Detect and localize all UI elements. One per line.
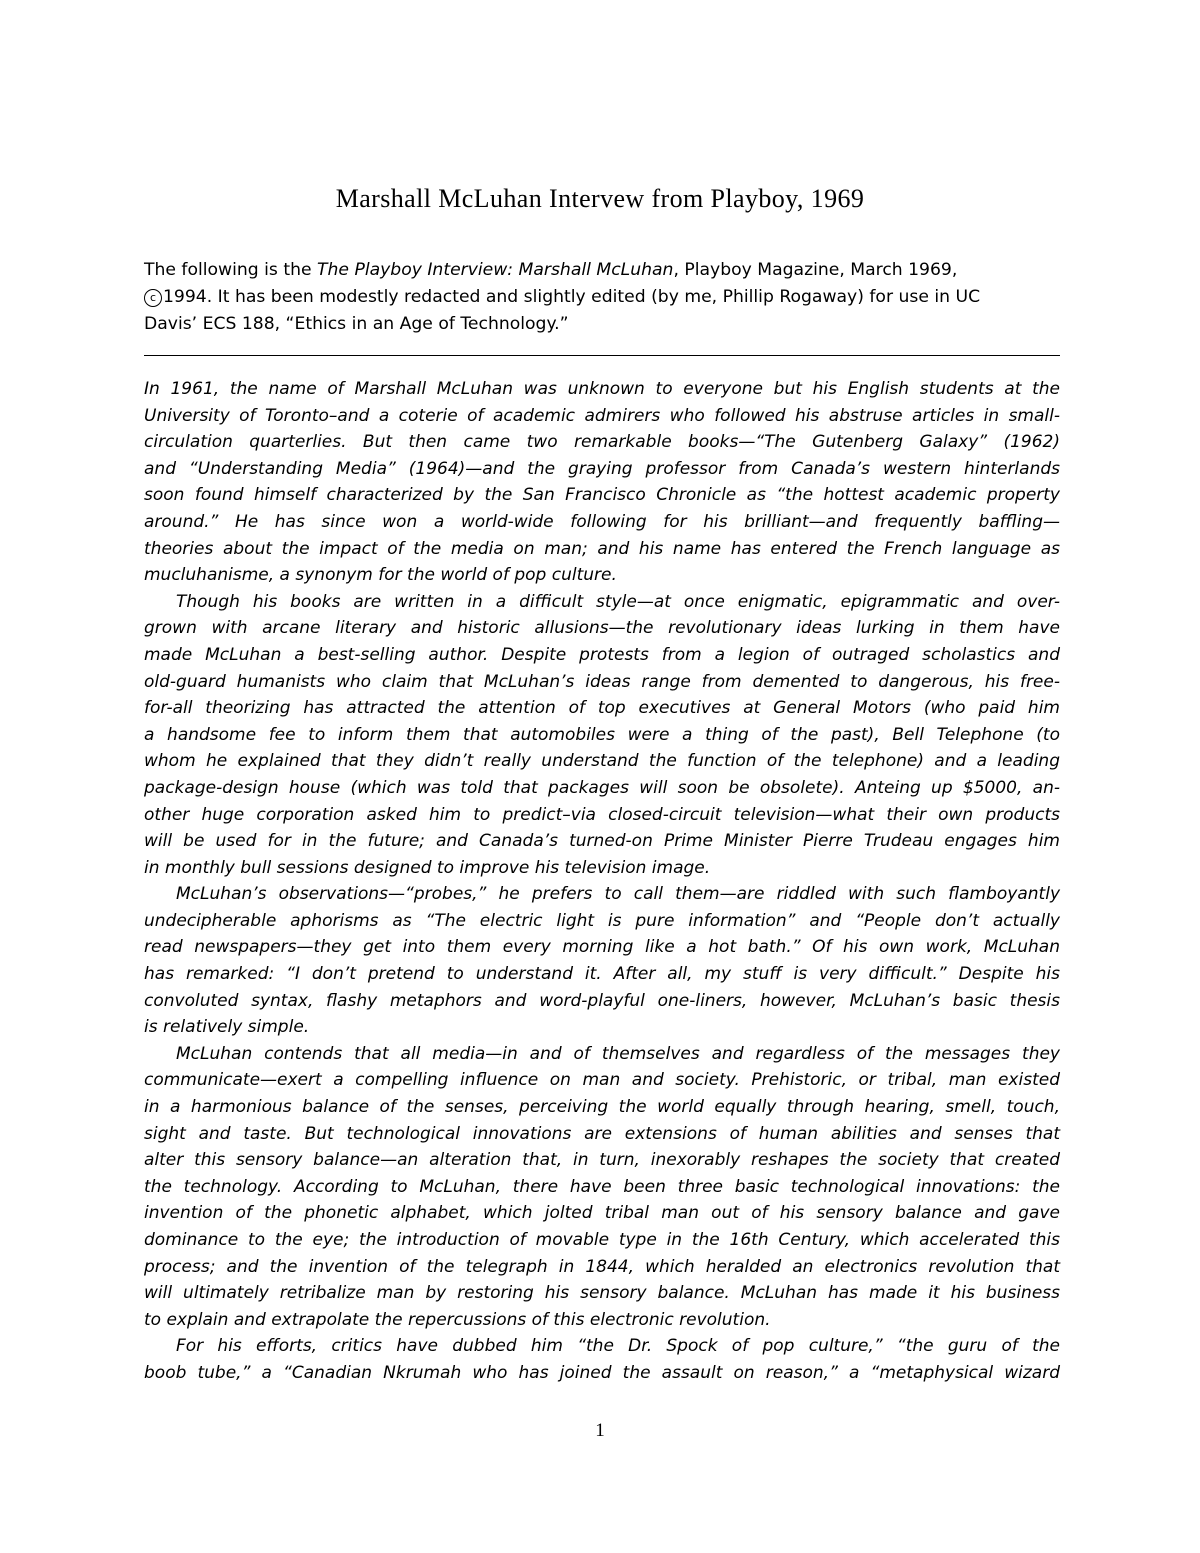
body-line: to explain and extrapolate the repercussions of this electronic revolution. [144, 1309, 771, 1330]
body-line: old-guard humanists who claim that McLuhan’s ideas range from demented to dangerous, his free- [144, 671, 1060, 692]
body-line: alter this sensory balance—an alteration that, in turn, inexorably reshapes the society that created [144, 1150, 1060, 1171]
intro-line [144, 284, 1060, 311]
body-line: grown with arcane literary and historic allusions—the revolutionary ideas lurking in them have [144, 618, 1060, 639]
body-line: whom he explained that they didn’t really understand the function of the telephone) and a leading [144, 751, 1060, 772]
body-line: dominance to the eye; the introduction of movable type in the 16th Century, which accelerated this [144, 1230, 1060, 1250]
body-line: McLuhan contends that all media—in and of themselves and regardless of the messages they [176, 1043, 1060, 1064]
body-line: soon found himself characterized by the San Francisco Chronicle as “the hottest academic property [144, 485, 1060, 506]
body-line: undecipherable aphorisms as “The electric light is pure information” and “People don’t actually [144, 910, 1060, 931]
body-line: for-all theorizing has attracted the attention of top executives at General Motors (who paid him [144, 698, 1060, 719]
body-line: in monthly bull sessions designed to improve his television image. [144, 857, 711, 878]
body-line: has remarked: “I don’t pretend to understand it. After all, my stuff is very difficult.” Despite his [144, 964, 1060, 985]
page-number: 1 [595, 1420, 605, 1441]
article-body [144, 376, 1060, 1387]
body-line: around.” He has since won a world-wide following for his brilliant—and frequently baffling— [144, 511, 1060, 532]
body-line: communicate—exert a compelling influence on man and society. Prehistoric, or tribal, man existed [144, 1070, 1060, 1091]
body-line: the technology. According to McLuhan, there have been three basic technological innovations: the [144, 1176, 1060, 1197]
intro-text: , Playboy Magazine, March 1969, [673, 260, 958, 280]
intro-text: 1994. It has been modestly redacted and slightly edited (by me, Phillip Rogaway) for use in UC [163, 287, 981, 307]
body-line: University of Toronto–and a coterie of academic admirers who followed his abstruse articles in small- [144, 405, 1060, 426]
body-line: made McLuhan a best-selling author. Despite protests from a legion of outraged scholastics and [144, 644, 1060, 665]
body-line: in a harmonious balance of the senses, perceiving the world equally through hearing, smell, touch, [144, 1097, 1060, 1118]
body-line: convoluted syntax, flashy metaphors and word-playful one-liners, however, McLuhan’s basic thesis [144, 990, 1060, 1011]
body-line: will ultimately retribalize man by restoring his sensory balance. McLuhan has made it his business [144, 1283, 1060, 1304]
intro-text: Davis’ ECS 188, “Ethics in an Age of Technology.” [144, 314, 569, 334]
body-line: sight and taste. But technological innovations are extensions of human abilities and senses that [144, 1123, 1060, 1144]
body-line: read newspapers—they get into them every morning like a hot bath.” Of his own work, McLuhan [144, 937, 1060, 958]
intro-paragraph [144, 257, 1060, 338]
intro-line [144, 257, 1060, 284]
intro-line [144, 311, 1060, 338]
body-line: boob tube,” a “Canadian Nkrumah who has joined the assault on reason,” a “metaphysical wizard [144, 1362, 1060, 1383]
body-line: mucluhanisme, a synonym for the world of pop culture. [144, 565, 617, 586]
body-line: circulation quarterlies. But then came two remarkable books—“The Gutenberg Galaxy” (1962) [144, 432, 1060, 453]
document-title: Marshall McLuhan Intervew from Playboy, 1969 [335, 184, 865, 213]
body-line: Though his books are written in a difficult style—at once enigmatic, epigrammatic and over- [176, 591, 1060, 612]
body-line: package-design house (which was told that packages will soon be obsolete). Anteing up $5000, an- [144, 777, 1060, 798]
intro-italic-title: The Playboy Interview: Marshall McLuhan [317, 260, 674, 280]
copyright-icon: c [144, 289, 162, 307]
body-line: other huge corporation asked him to predict–via closed-circuit television—what their own products [144, 804, 1060, 825]
body-line: In 1961, the name of Marshall McLuhan was unknown to everyone but his English students at the [144, 379, 1060, 399]
body-line: is relatively simple. [144, 1017, 310, 1038]
body-line: McLuhan’s observations—“probes,” he prefers to call them—are riddled with such flamboyantly [176, 884, 1060, 905]
body-line: For his efforts, critics have dubbed him “the Dr. Spock of pop culture,” “the guru of the [176, 1336, 1060, 1357]
body-line: and “Understanding Media” (1964)—and the graying professor from Canada’s western hinterlands [144, 458, 1060, 479]
body-line: invention of the phonetic alphabet, which jolted tribal man out of his sensory balance and gave [144, 1203, 1060, 1224]
body-line: theories about the impact of the media on man; and his name has entered the French language as [144, 538, 1060, 559]
body-line: will be used for in the future; and Canada’s turned-on Prime Minister Pierre Trudeau engages him [144, 831, 1060, 852]
horizontal-rule [144, 355, 1060, 356]
body-line: process; and the invention of the telegraph in 1844, which heralded an electronics revolution that [144, 1256, 1060, 1277]
intro-text: The following is the [144, 260, 318, 280]
body-line: a handsome fee to inform them that automobiles were a thing of the past), Bell Telephone (to [144, 724, 1060, 745]
